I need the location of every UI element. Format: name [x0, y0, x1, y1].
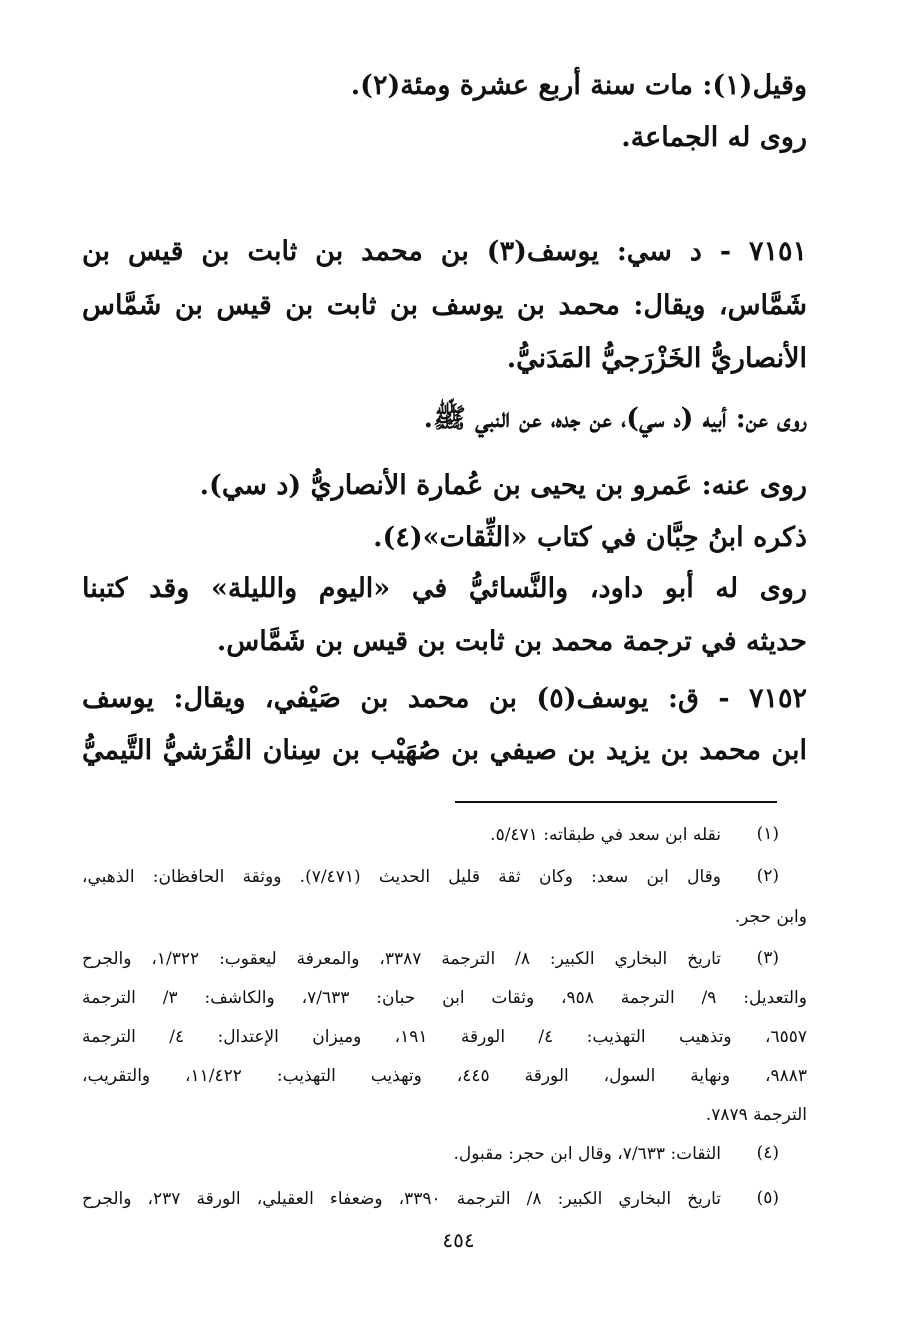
footnote-number-5: (٥): [756, 1188, 779, 1208]
page-number: ٤٥٤: [442, 1228, 475, 1252]
footnote-3-line-3: ٦٥٥٧، وتذهيب التهذيب: ٤/ الورقة ١٩١، وميزان الإعتدال: ٤/ الترجمة: [82, 1027, 808, 1047]
footnote-3-line-4: ٩٨٨٣، ونهاية السول، الورقة ٤٤٥، وتهذيب التهذيب: ١١/٤٢٢، والتقريب،: [82, 1066, 807, 1086]
main-line-9: روى له أبو داود، والنَّسائيُّ في «اليوم والليلة» وقد كتبنا: [82, 573, 807, 604]
main-line-8: ذكره ابنُ حِبَّان في كتاب «الثِّقات»(٤).: [373, 522, 807, 553]
footnote-3-line-5: الترجمة ٧٨٧٩.: [705, 1105, 807, 1125]
footnote-2-line-2: وابن حجر.: [734, 907, 807, 927]
main-line-12: ابن محمد بن يزيد بن صيفي بن صُهَيْب بن سِنان القُرَشيُّ التَّيميُّ: [82, 735, 807, 766]
footnote-3-line-1: تاريخ البخاري الكبير: ٨/ الترجمة ٣٣٨٧، والمعرفة ليعقوب: ١/٣٢٢، والجرح: [82, 949, 721, 969]
main-line-6: روى عن: أبيه (د سي)، عن جده، عن النبي ﷺ.: [423, 403, 807, 434]
footnote-number-4: (٤): [756, 1143, 779, 1163]
main-line-10: حديثه في ترجمة محمد بن ثابت بن قيس بن شَمَّاس.: [216, 626, 807, 657]
main-line-1: وقيل(١): مات سنة أربع عشرة ومئة(٢).: [350, 70, 807, 101]
main-line-7: روى عنه: عَمرو بن يحيى بن عُمارة الأنصاريُّ (د سي).: [199, 470, 807, 501]
footnote-number-1: (١): [756, 824, 779, 844]
entry-7151-heading: ٧١٥١ - د سي: يوسف(٣) بن محمد بن ثابت بن قيس بن: [82, 236, 807, 267]
main-line-4: شَمَّاس، ويقال: محمد بن يوسف بن ثابت بن قيس بن شَمَّاس: [82, 290, 807, 321]
footnote-5-line-1: تاريخ البخاري الكبير: ٨/ الترجمة ٣٣٩٠، وضعفاء العقيلي، الورقة ٢٣٧، والجرح: [82, 1189, 721, 1209]
footnote-separator: [455, 801, 777, 803]
footnote-3-line-2: والتعديل: ٩/ الترجمة ٩٥٨، وثقات ابن حبان: ٧/٦٣٣، والكاشف: ٣/ الترجمة: [82, 988, 807, 1008]
footnote-number-2: (٢): [756, 866, 779, 886]
main-line-2: روى له الجماعة.: [621, 122, 807, 153]
footnote-1-line-1: نقله ابن سعد في طبقاته: ٥/٤٧١.: [490, 825, 721, 845]
footnote-4-line-1: الثقات: ٧/٦٣٣، وقال ابن حجر: مقبول.: [453, 1144, 721, 1164]
entry-7152-heading: ٧١٥٢ - ق: يوسف(٥) بن محمد بن صَيْفي، ويقال: يوسف: [82, 683, 807, 714]
footnote-number-3: (٣): [756, 948, 779, 968]
main-line-5: الأنصاريُّ الخَزْرَجيُّ المَدَنيُّ.: [506, 343, 807, 374]
footnote-2-line-1: وقال ابن سعد: وكان ثقة قليل الحديث (٧/٤٧١). ووثقة الحافظان: الذهبي،: [82, 867, 721, 887]
